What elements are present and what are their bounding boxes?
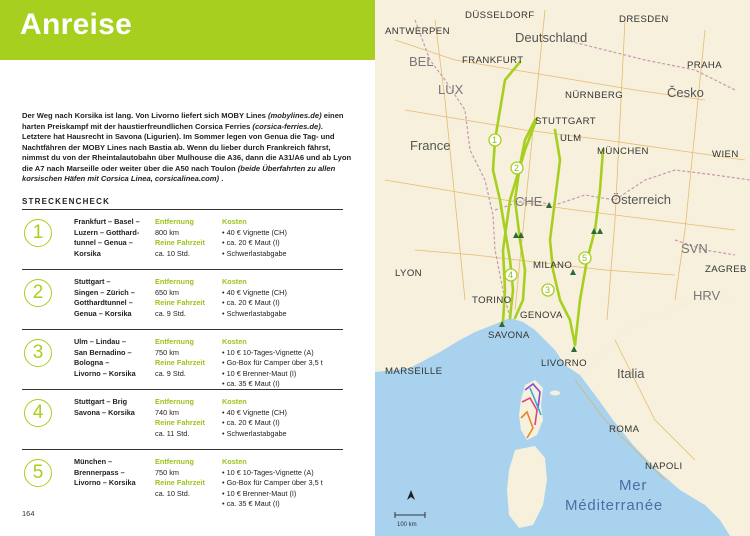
route-name-line: Savona – Korsika bbox=[74, 407, 135, 417]
distance-label: Entfernung bbox=[155, 217, 194, 226]
cost-item: • 10 € Brenner-Maut (I) bbox=[222, 368, 297, 378]
route-name-line: Bologna – bbox=[74, 358, 110, 368]
page-title: Anreise bbox=[20, 8, 133, 41]
sea-label: Mer bbox=[619, 477, 648, 494]
intro-link-corsica-linea: (beide Überfahrten zu allen korsischen Häfen mit Corsica Linea, corsicalinea.com) bbox=[22, 163, 336, 183]
costs-label: Kosten bbox=[222, 277, 247, 286]
duration-value: ca. 9 Std. bbox=[155, 368, 186, 378]
country-code-label: BEL bbox=[409, 54, 434, 69]
distance-value: 750 km bbox=[155, 467, 179, 477]
country-label: France bbox=[410, 138, 451, 153]
distance-value: 740 km bbox=[155, 407, 179, 417]
country-code-label: HRV bbox=[693, 288, 721, 303]
cost-item: • ca. 20 € Maut (I) bbox=[222, 418, 280, 428]
country-code-label: CHE bbox=[515, 194, 543, 209]
route-row bbox=[22, 329, 343, 389]
route-name-line: Livorno – Korsika bbox=[74, 478, 136, 488]
distance-label: Entfernung bbox=[155, 457, 194, 466]
intro-part: . bbox=[219, 174, 224, 183]
intro-part: einen harten Preiskampf mit der haustierfreundlichen Corsica Ferries bbox=[22, 111, 344, 131]
route-costs bbox=[222, 457, 347, 510]
country-label: Italia bbox=[617, 366, 645, 381]
route-distance bbox=[155, 337, 225, 379]
cost-item: • 40 € Vignette (CH) bbox=[222, 227, 287, 237]
country-code-label: SVN bbox=[681, 241, 708, 256]
route-name bbox=[74, 457, 152, 489]
route-name bbox=[74, 337, 152, 379]
distance-label: Entfernung bbox=[155, 397, 194, 406]
route-name-line: tunnel – Genua – bbox=[74, 238, 133, 248]
route-distance bbox=[155, 277, 225, 319]
sea-label: Méditerranée bbox=[565, 497, 663, 514]
city-label: MILANO bbox=[533, 260, 573, 271]
cost-item: • ca. 20 € Maut (I) bbox=[222, 238, 280, 248]
city-label: LYON bbox=[395, 268, 423, 279]
cost-item: • Schwerlastabgabe bbox=[222, 428, 287, 438]
route-name-line: Brennerpass – bbox=[74, 467, 125, 477]
city-label: ZAGREB bbox=[705, 264, 747, 275]
cost-item: • Go-Box für Camper über 3,5 t bbox=[222, 478, 323, 488]
duration-value: ca. 10 Std. bbox=[155, 488, 190, 498]
route-name-line: Gotthardtunnel – bbox=[74, 298, 133, 308]
route-costs bbox=[222, 397, 347, 439]
city-label: LIVORNO bbox=[541, 358, 587, 369]
city-label: PRAHA bbox=[687, 60, 723, 71]
route-name-line: Stuttgart – bbox=[74, 277, 111, 286]
city-label: STUTTGART bbox=[535, 116, 596, 127]
duration-label: Reine Fahrzeit bbox=[155, 238, 205, 248]
costs-label: Kosten bbox=[222, 397, 247, 406]
cost-item: • 40 € Vignette (CH) bbox=[222, 287, 287, 297]
route-name-line: Livorno – Korsika bbox=[74, 368, 136, 378]
costs-label: Kosten bbox=[222, 217, 247, 226]
duration-label: Reine Fahrzeit bbox=[155, 418, 205, 428]
route-row bbox=[22, 389, 343, 449]
map-svg bbox=[375, 0, 750, 536]
route-name-line: Ulm – Lindau – bbox=[74, 337, 126, 346]
cost-item: • ca. 20 € Maut (I) bbox=[222, 298, 280, 308]
route-name bbox=[74, 277, 152, 319]
cost-item: • Schwerlastabgabe bbox=[222, 248, 287, 258]
city-label: ANTWERPEN bbox=[385, 26, 450, 37]
distance-label: Entfernung bbox=[155, 337, 194, 346]
route-name bbox=[74, 217, 152, 259]
route-marker-label: 4 bbox=[508, 270, 514, 280]
costs-label: Kosten bbox=[222, 457, 247, 466]
cost-item: • 10 € 10-Tages-Vignette (A) bbox=[222, 467, 314, 477]
cost-item: • ca. 35 € Maut (I) bbox=[222, 379, 280, 389]
city-label: GENOVA bbox=[520, 310, 563, 321]
route-name-line: San Bernadino – bbox=[74, 347, 132, 357]
route-costs bbox=[222, 277, 347, 319]
route-name-line: Frankfurt – Basel – bbox=[74, 217, 140, 226]
duration-label: Reine Fahrzeit bbox=[155, 478, 205, 488]
distance-value: 800 km bbox=[155, 227, 179, 237]
route-name-line: Singen – Zürich – bbox=[74, 287, 135, 297]
cost-item: • Schwerlastabgabe bbox=[222, 308, 287, 318]
city-label: NÜRNBERG bbox=[565, 90, 624, 101]
duration-value: ca. 9 Std. bbox=[155, 308, 186, 318]
intro-part: . Letztere hat Hausrecht in Savona (Ligurien). Im Sommer legen von Genua die Tag- und Nachtfähren der MOBY Lines nach Bastia ab. Wenn du lieber durch Frankreich fährst, nimmst du von der Rheintalautobahn über Mulhouse die A36, dann die A31/A6 und ab Lyon die A7 nach Marseille oder weiter über die A50 nach Toulon bbox=[22, 121, 352, 173]
title-banner bbox=[0, 0, 375, 60]
route-distance bbox=[155, 397, 225, 439]
city-label: SAVONA bbox=[488, 330, 530, 341]
route-row bbox=[22, 209, 343, 269]
city-label: DÜSSELDORF bbox=[465, 10, 535, 21]
route-marker-label: 1 bbox=[492, 135, 498, 145]
intro-part: Der Weg nach Korsika ist lang. Von Livorno liefert sich MOBY Lines bbox=[22, 111, 269, 120]
city-label: DRESDEN bbox=[619, 14, 669, 25]
route-number-circle: 2 bbox=[24, 279, 52, 307]
country-label: Österreich bbox=[611, 192, 671, 207]
intro-link-corsica-ferries: (corsica-ferries.de) bbox=[252, 121, 321, 131]
route-name-line: München – bbox=[74, 457, 113, 466]
route-name-line: Luzern – Gotthard- bbox=[74, 227, 140, 237]
distance-value: 750 km bbox=[155, 347, 179, 357]
route-number-circle: 3 bbox=[24, 339, 52, 367]
intro-text bbox=[22, 111, 352, 185]
route-distance bbox=[155, 457, 225, 499]
cost-item: • Go-Box für Camper über 3,5 t bbox=[222, 358, 323, 368]
city-label: FRANKFURT bbox=[462, 55, 524, 66]
country-label: Deutschland bbox=[515, 30, 588, 45]
route-row bbox=[22, 449, 343, 509]
cost-item: • 40 € Vignette (CH) bbox=[222, 407, 287, 417]
route-marker-label: 3 bbox=[545, 285, 551, 295]
cost-item: • 10 € Brenner-Maut (I) bbox=[222, 488, 297, 498]
route-distance bbox=[155, 217, 225, 259]
page-number: 164 bbox=[22, 509, 35, 518]
route-number-circle: 1 bbox=[24, 219, 52, 247]
route-row bbox=[22, 269, 343, 329]
city-label: ULM bbox=[560, 133, 582, 144]
country-code-label: LUX bbox=[438, 82, 464, 97]
route-number-circle: 4 bbox=[24, 399, 52, 427]
distance-label: Entfernung bbox=[155, 277, 194, 286]
duration-value: ca. 11 Std. bbox=[155, 428, 190, 438]
route-name-line: Stuttgart – Brig bbox=[74, 397, 128, 406]
section-title: STRECKENCHECK bbox=[22, 197, 111, 206]
route-map bbox=[375, 0, 750, 536]
distance-value: 650 km bbox=[155, 287, 179, 297]
route-marker-label: 2 bbox=[514, 163, 520, 173]
duration-value: ca. 10 Std. bbox=[155, 248, 190, 258]
cost-item: • 10 € 10-Tages-Vignette (A) bbox=[222, 347, 314, 357]
city-label: ROMA bbox=[609, 424, 640, 435]
country-label: Česko bbox=[667, 85, 704, 100]
costs-label: Kosten bbox=[222, 337, 247, 346]
duration-label: Reine Fahrzeit bbox=[155, 298, 205, 308]
route-table bbox=[22, 209, 343, 509]
land-elba bbox=[550, 391, 560, 396]
route-name bbox=[74, 397, 152, 418]
city-label: MARSEILLE bbox=[385, 366, 443, 377]
city-label: WIEN bbox=[712, 149, 739, 160]
city-label: MÜNCHEN bbox=[597, 146, 649, 157]
city-label: NAPOLI bbox=[645, 461, 683, 472]
intro-link-moby: (mobylines.de) bbox=[268, 111, 322, 120]
city-label: TORINO bbox=[472, 295, 512, 306]
route-costs bbox=[222, 217, 347, 259]
scale-label: 100 km bbox=[397, 522, 417, 528]
route-name-line: Korsika bbox=[74, 248, 101, 258]
route-marker-label: 5 bbox=[582, 253, 588, 263]
duration-label: Reine Fahrzeit bbox=[155, 358, 205, 368]
route-name-line: Genua – Korsika bbox=[74, 308, 132, 318]
route-costs bbox=[222, 337, 347, 390]
cost-item: • ca. 35 € Maut (I) bbox=[222, 499, 280, 509]
route-number-circle: 5 bbox=[24, 459, 52, 487]
